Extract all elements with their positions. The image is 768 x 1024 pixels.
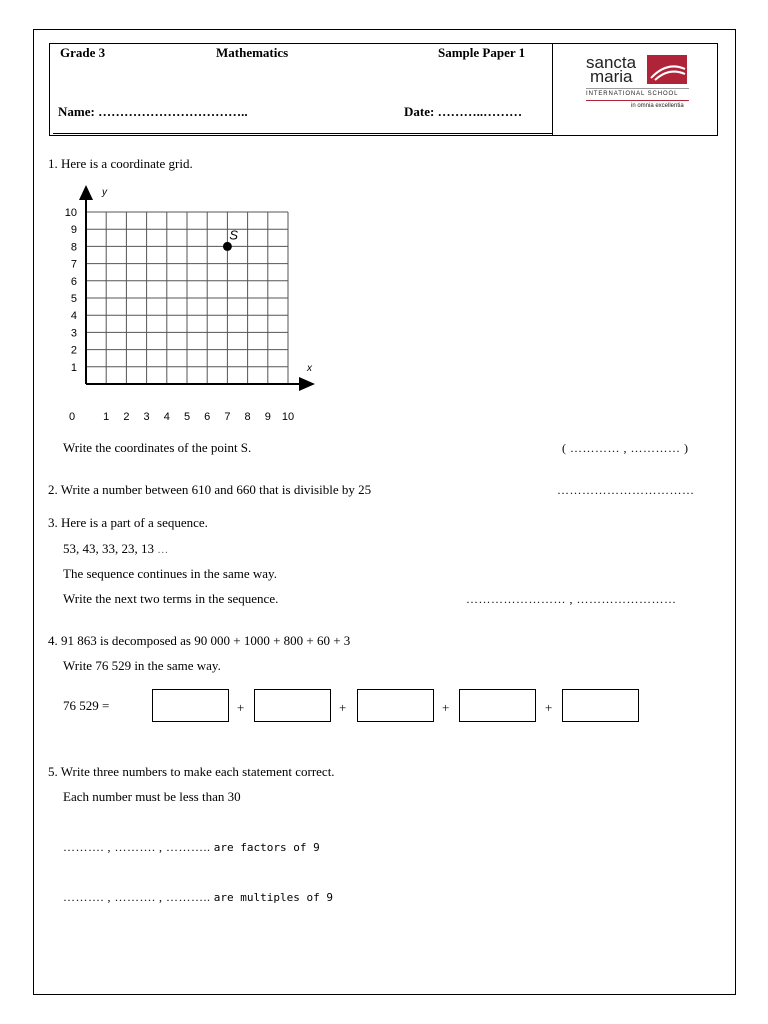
q4-lhs: 76 529 =: [63, 698, 110, 713]
x-tick-label: 7: [224, 411, 231, 423]
q3-text: 3. Here is a part of a sequence.: [48, 515, 208, 530]
answer-box-3[interactable]: [357, 689, 434, 722]
x-tick-label: 10: [281, 411, 295, 423]
q1-prompt: Write the coordinates of the point S.: [63, 440, 252, 455]
point-label: S: [229, 227, 239, 243]
coordinate-grid: [55, 180, 325, 430]
name-field[interactable]: Name: ……………………………..: [58, 104, 248, 119]
logo-rule: [586, 88, 689, 89]
answer-box-5[interactable]: [562, 689, 639, 722]
y-tick-label: 4: [70, 310, 77, 323]
q5-text: 5. Write three numbers to make each statement correct.: [48, 764, 335, 779]
q5-multiples-stmt: are multiples of 9: [213, 891, 333, 904]
header-inner-line: [53, 133, 552, 134]
grade-label: Grade 3: [60, 45, 106, 60]
answer-box-2[interactable]: [254, 689, 331, 722]
plus-sign: +: [545, 700, 553, 715]
y-axis-arrow-icon: [79, 185, 93, 200]
x-tick-label: 6: [204, 411, 211, 423]
q3-answer-blank[interactable]: …………………… , ……………………: [466, 592, 677, 606]
q4-line2: Write 76 529 in the same way.: [63, 658, 221, 673]
q5-row-multiples: [63, 889, 333, 905]
plus-sign: +: [442, 700, 450, 715]
y-tick-label: 9: [70, 224, 77, 237]
x-tick-label: 3: [143, 411, 150, 423]
y-tick-label: 10: [64, 207, 77, 219]
q2-text: 2. Write a number between 610 and 660 that is divisible by 25: [48, 482, 372, 497]
q4-text: 4. 91 863 is decomposed as 90 000 + 1000 + 800 + 60 + 3: [48, 633, 351, 648]
q5-factors-blanks[interactable]: ………. , ………. , ………..: [63, 840, 211, 854]
point-marker: [223, 242, 232, 251]
y-tick-label: 5: [70, 293, 77, 305]
q3-line3: Write the next two terms in the sequence.: [63, 591, 279, 606]
q3-line2: The sequence continues in the same way.: [63, 566, 277, 581]
q3-sequence-terms: 53, 43, 33, 23, 13: [63, 541, 154, 556]
date-field[interactable]: Date: ………..………: [404, 104, 523, 119]
y-tick-label: 6: [70, 275, 77, 288]
logo-line1: sancta: [586, 53, 637, 72]
logo-school: INTERNATIONAL SCHOOL: [586, 91, 679, 97]
x-axis-label: x: [307, 363, 312, 374]
q5-multiples-blanks[interactable]: ………. , ………. , ………..: [63, 890, 211, 904]
x-tick-label: 2: [123, 411, 130, 423]
q5-row-factors: [63, 839, 320, 855]
x-tick-label: 4: [163, 411, 170, 423]
y-axis-label: y: [102, 187, 107, 198]
logo-line2: maria: [590, 67, 633, 86]
paper-label: Sample Paper 1: [438, 45, 526, 60]
x-tick-label: 1: [103, 411, 110, 423]
y-tick-label: 3: [70, 327, 77, 340]
y-tick-label: 1: [70, 361, 77, 374]
q5-line2: Each number must be less than 30: [63, 789, 241, 804]
logo-motto: in omnia excellentia: [631, 103, 684, 109]
x-tick-label: 8: [244, 411, 251, 423]
q3-sequence-dots: …: [157, 544, 169, 556]
logo-rule-red: [586, 100, 689, 101]
x-tick-label: 9: [264, 411, 271, 423]
plus-sign: +: [339, 700, 347, 715]
q2-answer-blank[interactable]: ……………………………: [557, 483, 695, 497]
answer-box-4[interactable]: [459, 689, 536, 722]
plus-sign: +: [237, 700, 245, 715]
y-tick-label: 2: [70, 344, 77, 357]
y-tick-label: 7: [70, 258, 77, 271]
logo-emblem-icon: [647, 55, 687, 84]
x-axis-arrow-icon: [299, 377, 315, 391]
origin-label: 0: [69, 411, 76, 423]
q1-answer-blank[interactable]: ( ………… , ………… ): [562, 441, 689, 455]
header-divider: [552, 43, 553, 136]
y-tick-label: 8: [70, 241, 77, 254]
q5-factors-stmt: are factors of 9: [213, 841, 320, 854]
school-logo: [583, 53, 693, 115]
q3-sequence: [63, 541, 168, 557]
q1-text: 1. Here is a coordinate grid.: [48, 156, 193, 171]
subject-label: Mathematics: [216, 45, 289, 60]
answer-box-1[interactable]: [152, 689, 229, 722]
x-tick-label: 5: [183, 411, 191, 423]
